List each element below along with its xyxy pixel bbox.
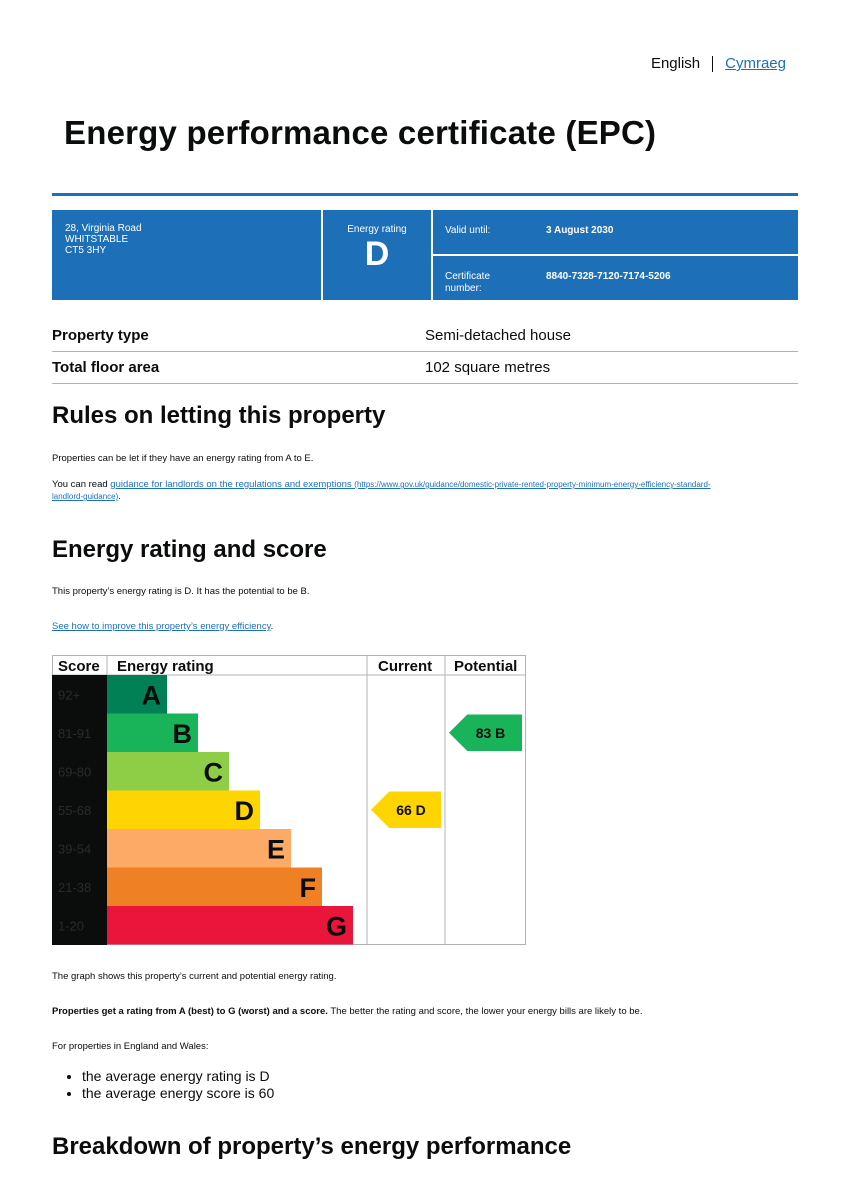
property-type-label: Property type <box>52 327 149 344</box>
band-range-c: 69-80 <box>58 764 92 780</box>
current-rating-label: 66 D <box>396 801 426 818</box>
band-range-e: 39-54 <box>58 841 92 857</box>
valid-until-value: 3 August 2030 <box>546 225 614 236</box>
energy-rating-box <box>322 210 432 300</box>
energy-rating-letter: D <box>364 235 390 273</box>
average-score-item: • the average energy score is 60 <box>82 1085 274 1102</box>
address-line-2: WHITSTABLE <box>65 234 129 245</box>
band-letter-e: E <box>266 834 285 865</box>
letting-paragraph-2 <box>52 479 798 503</box>
band-letter-b: B <box>172 718 192 749</box>
letting-heading: Rules on letting this property <box>52 402 386 429</box>
england-wales-text: For properties in England and Wales: <box>52 1041 209 1052</box>
property-type-value: Semi-detached house <box>425 327 571 344</box>
address-line-3: CT5 3HY <box>65 245 107 256</box>
landlord-guidance-url-1: (https://www.gov.uk/guidance/domestic-private-rented-property-minimum-energy-efficiency-standard- <box>354 480 711 489</box>
energy-rating-label: Energy rating <box>347 224 407 235</box>
title-divider <box>52 193 798 196</box>
language-current: English <box>650 55 701 72</box>
language-link-welsh[interactable]: Cymraeg <box>725 55 786 72</box>
improve-efficiency-paragraph <box>52 621 273 633</box>
certificate-number-value: 8840-7328-7120-7174-5206 <box>546 271 671 282</box>
band-letter-f: F <box>299 872 316 903</box>
floor-area-label: Total floor area <box>52 359 160 376</box>
page-title: Energy performance certificate (EPC) <box>64 114 657 151</box>
band-letter-c: C <box>203 757 223 788</box>
epc-summary-banner <box>52 210 798 300</box>
certificate-label-line-1: Certificate <box>445 271 491 282</box>
band-letter-g: G <box>325 911 347 942</box>
band-bar-e <box>107 829 291 868</box>
valid-until-label: Valid until: <box>445 225 491 236</box>
band-range-d: 55-68 <box>58 802 92 818</box>
averages-list <box>52 1068 274 1102</box>
letting-paragraph-1: Properties can be let if they have an energy rating from A to E. <box>52 453 314 464</box>
rating-explanation-rest: The better the rating and score, the lower your energy bills are likely to be. <box>327 1006 643 1017</box>
chart-header-potential: Potential <box>454 658 518 675</box>
landlord-guidance-url-2: landlord-guidance) <box>52 492 119 501</box>
band-range-a: 92+ <box>58 687 81 703</box>
rating-explanation-bold: Properties get a rating from A (best) to G (worst) and a score. <box>52 1006 328 1017</box>
potential-rating-label: 83 B <box>475 724 506 741</box>
chart-header-current: Current <box>378 658 433 675</box>
language-switcher <box>651 55 786 72</box>
band-range-f: 21-38 <box>58 879 92 895</box>
chart-header-rating: Energy rating <box>117 658 214 675</box>
address-line-1: 28, Virginia Road <box>65 223 142 234</box>
landlord-guidance-link-text: guidance for landlords on the regulations and exemptions <box>110 479 352 490</box>
letting-text-prefix: You can read <box>52 479 111 490</box>
graph-caption: The graph shows this property’s current and potential energy rating. <box>52 971 337 982</box>
energy-rating-chart <box>52 655 526 945</box>
banner-divider-3 <box>433 254 798 256</box>
rating-explanation <box>52 1006 798 1018</box>
certificate-label-line-2: number: <box>445 283 482 294</box>
band-letter-d: D <box>234 795 254 826</box>
property-address <box>65 223 142 256</box>
certificate-number-label <box>445 271 490 295</box>
energy-rating-chart-svg <box>52 655 526 945</box>
band-letter-a: A <box>141 680 161 711</box>
energy-rating-heading: Energy rating and score <box>52 536 327 563</box>
improve-efficiency-link[interactable]: See how to improve this property’s energy efficiency <box>52 621 271 632</box>
language-divider <box>712 56 713 72</box>
band-bar-g <box>107 906 353 945</box>
band-range-g: 1-20 <box>58 918 85 934</box>
band-bar-f <box>107 868 322 907</box>
improve-suffix: . <box>270 621 274 632</box>
floor-area-value: 102 square metres <box>425 359 551 376</box>
average-rating-item: • the average energy rating is D <box>82 1068 274 1085</box>
landlord-guidance-link[interactable] <box>52 479 711 502</box>
band-range-b: 81-91 <box>58 725 92 741</box>
floor-area-row <box>52 351 798 384</box>
rating-summary-text: This property’s energy rating is D. It has the potential to be B. <box>52 586 310 597</box>
chart-header-score: Score <box>58 658 100 675</box>
breakdown-heading: Breakdown of property’s energy performance <box>52 1133 572 1160</box>
letting-text-suffix: . <box>118 491 121 502</box>
property-type-row <box>52 319 798 352</box>
